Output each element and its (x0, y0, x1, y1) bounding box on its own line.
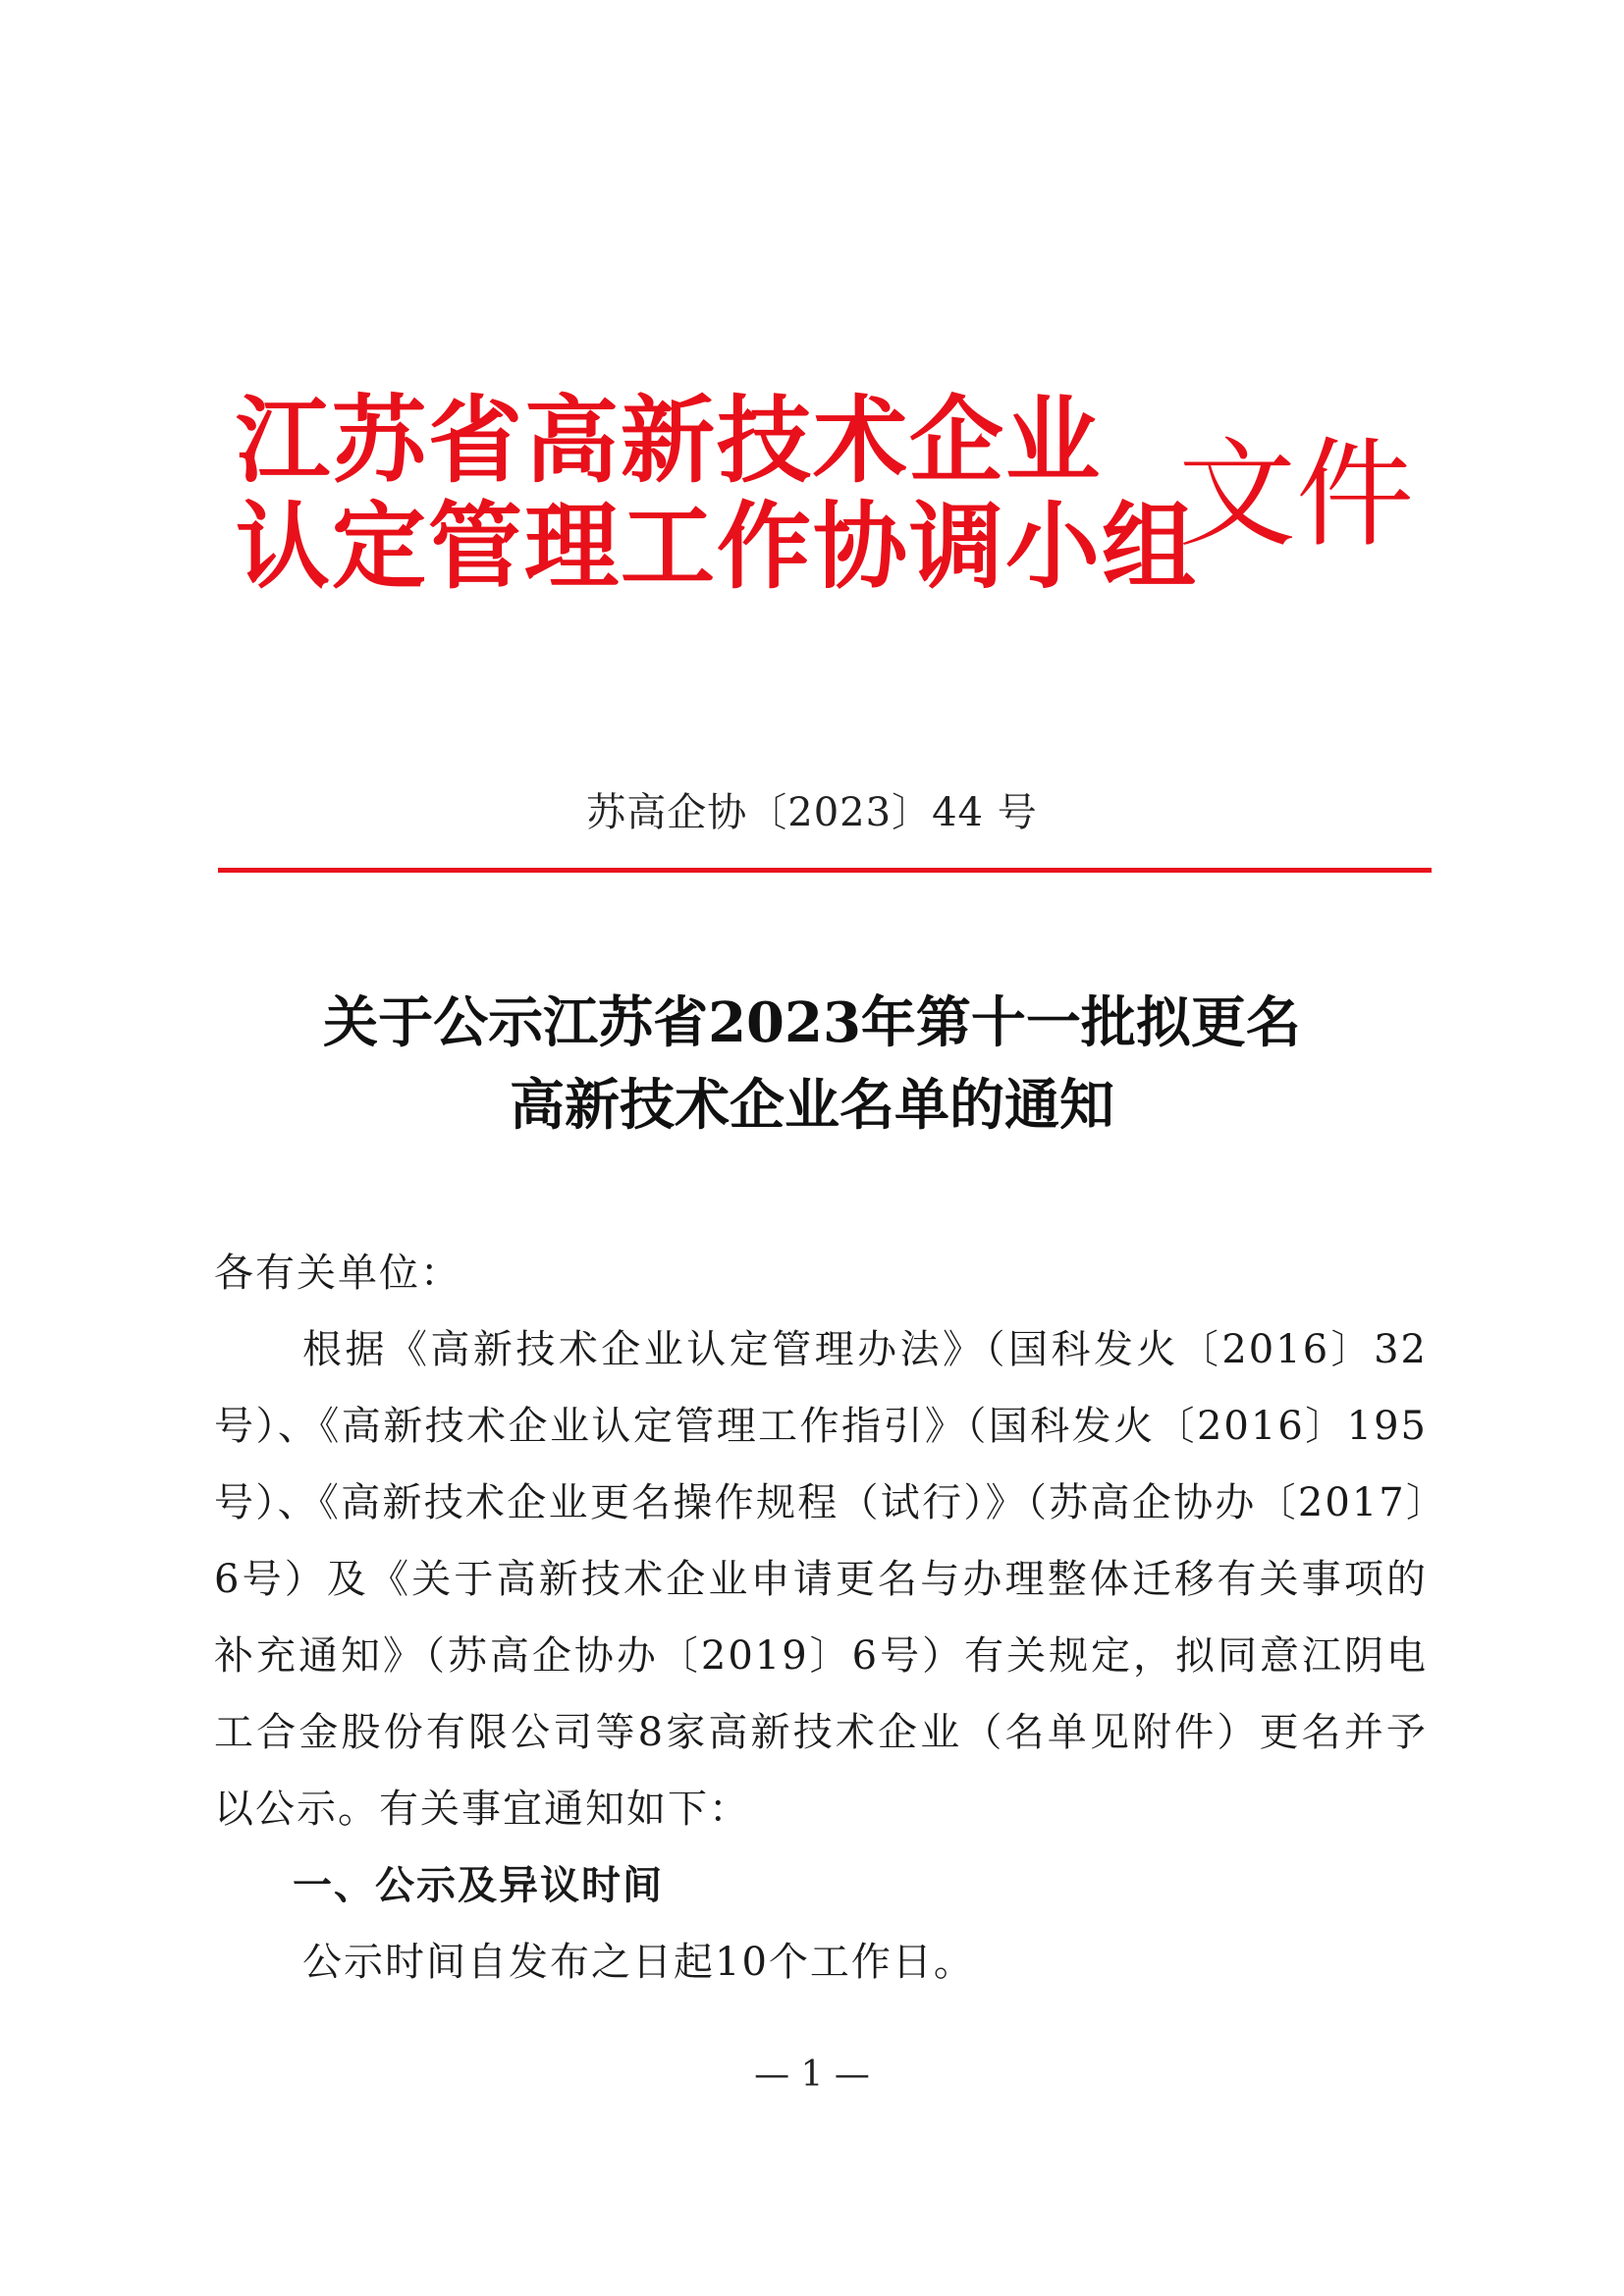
salutation: 各有关单位： (214, 1251, 461, 1296)
page-number: — 1 — (754, 2055, 870, 2095)
body-paragraph-1: 根据《高新技术企业认定管理办法》（国科发火〔2016〕32号）、《高新技术企业认定管理工作指引》（国科发火〔2016〕195号）、《高新技术企业更名操作规程（试行）》（苏高企协办〔2017〕6号）及《关于高新技术企业申请更名与办理整体迁移有关事项的补充通知》（苏高企协办〔2019〕6号）有关规定，拟同意江阴电工合金股份有限公司等8家高新技术企业（名单见附件）更名并予以公示。有关事宜通知如下： (214, 1327, 1428, 1832)
document-number: 苏高企协〔2023〕44 号 (586, 790, 1038, 835)
title-line-1: 关于公示江苏省2023年第十一批拟更名 (323, 990, 1301, 1055)
document-body (214, 1235, 1428, 2001)
document-title (0, 982, 1624, 1147)
masthead-org-line-1: 江苏省高新技术企业 (236, 386, 1102, 496)
body-paragraph-2: 公示时间自发布之日起10个工作日。 (302, 1940, 975, 1985)
masthead-organization (236, 386, 1198, 602)
masthead-org-line-2: 认定管理工作协调小组 (236, 492, 1198, 602)
masthead-doc-type: 文件 (1178, 427, 1414, 563)
red-divider-line (218, 868, 1432, 873)
section-heading-1: 一、公示及异议时间 (293, 1863, 664, 1908)
red-masthead (236, 388, 1414, 623)
title-line-2: 高新技术企业名单的通知 (510, 1073, 1114, 1138)
